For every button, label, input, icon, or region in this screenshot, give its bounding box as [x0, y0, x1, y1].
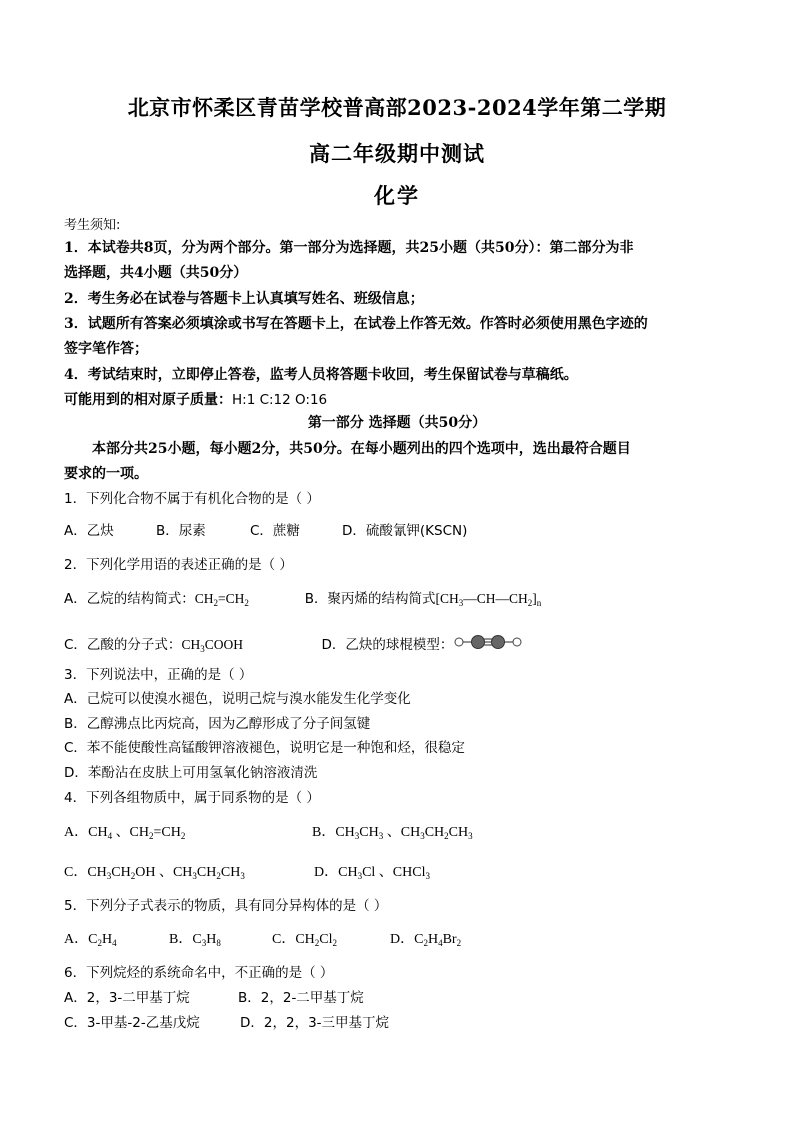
- q2-options-ab: [64, 589, 744, 609]
- q6-option-a: A．2，3-二甲基丁烷: [64, 990, 190, 1006]
- q2-option-b-label: B．聚丙烯的结构简式: [304, 591, 436, 607]
- atomic-mass-values: H:1 C:12 O:16: [232, 392, 328, 408]
- q2-option-a-label: A．乙烷的结构简式：: [64, 591, 195, 607]
- q3-option-a: A．己烷可以使溴水褪色，说明己烷与溴水能发生化学变化: [64, 691, 411, 707]
- q5-option-d: D．$C_2H_4Br_2$: [390, 932, 462, 948]
- q1-option-a: A．乙炔: [64, 523, 114, 539]
- notice-label: 考生须知:: [64, 218, 121, 233]
- exam-name-title: 高二年级期中测试: [309, 141, 485, 166]
- q3-option-b: B．乙醇沸点比丙烷高，因为乙醇形成了分子间氢键: [64, 716, 371, 732]
- q2-option-d-label: D．乙炔的球棍模型：: [321, 637, 454, 653]
- q2-options-cd: [64, 633, 744, 657]
- q3-stem: 3．下列说法中，正确的是（ ）: [64, 667, 253, 683]
- notice-item-1b: 选择题，共4小题（共50分）: [64, 265, 248, 281]
- q1-option-c: C．蔗糖: [250, 523, 300, 539]
- q4-option-c: C．$CH_3CH_2OH$ 、$CH_3CH_2CH_3$: [64, 865, 245, 881]
- q4-option-a: A．$CH_4$ 、$CH_2=CH_2$: [64, 825, 186, 841]
- q4-option-d: D．$CH_3Cl$ 、CHCl$_3$: [314, 865, 430, 881]
- q6-stem: 6．下列烷烃的系统命名中，不正确的是（ ）: [64, 965, 334, 981]
- q6-options-ab: [64, 988, 744, 1008]
- part1-intro-a: 本部分共25小题，每小题2分，共50分。在每小题列出的四个选项中，选出最符合题目: [92, 441, 631, 457]
- q5-option-b: B．$C_3H_8$: [169, 932, 221, 948]
- q6-option-b: B．2，2-二甲基丁烷: [238, 990, 364, 1006]
- atomic-mass-line: [64, 390, 744, 410]
- q5-option-a: A．$C_2H_4$: [64, 932, 117, 948]
- q2-option-a-formula: $CH_2=CH_2$: [194, 591, 249, 608]
- q1-stem: 1．下列化合物不属于有机化合物的是（ ）: [64, 491, 320, 507]
- notice-item-4: 4．考试结束时，立即停止答卷，监考人员将答题卡收回，考生保留试卷与草稿纸。: [64, 367, 578, 383]
- q6-option-c: C．3-甲基-2-乙基戊烷: [64, 1015, 200, 1031]
- notice-item-3b: 签字笔作答；: [64, 341, 148, 357]
- q3-option-d: D．苯酚沾在皮肤上可用氢氧化钠溶液清洗: [64, 765, 318, 781]
- acetylene-ball-stick-model: [453, 633, 523, 657]
- notice-item-3a: 3．试题所有答案必须填涂或书写在答题卡上，在试卷上作答无效。作答时必须使用黑色字迹的: [64, 316, 648, 332]
- q4-options-cd: [64, 862, 744, 883]
- subject-title: 化学: [374, 183, 420, 208]
- ball-stick-model-icon: [453, 633, 523, 651]
- exam-school-title: 北京市怀柔区青苗学校普高部2023-2024学年第二学期: [127, 95, 667, 120]
- q5-option-c: C．$CH_2Cl_2$: [272, 932, 338, 948]
- atomic-mass-label: 可能用到的相对原子质量：: [64, 392, 232, 408]
- q6-option-d: D．2，2，3-三甲基丁烷: [240, 1015, 390, 1031]
- q5-options: [64, 929, 744, 950]
- q2-option-c-formula: $CH_3COOH$: [181, 637, 243, 654]
- q2-option-c-label: C．乙酸的分子式：: [64, 637, 182, 653]
- part1-intro-b: 要求的一项。: [64, 466, 148, 482]
- q1-options: [64, 521, 744, 541]
- q2-stem: 2．下列化学用语的表述正确的是（ ）: [64, 557, 293, 573]
- q1-option-d: D．硫酸氰钾(KSCN): [342, 523, 468, 539]
- q3-option-c: C．苯不能使酸性高锰酸钾溶液褪色，说明它是一种饱和烃，很稳定: [64, 740, 465, 756]
- q6-options-cd: [64, 1013, 744, 1033]
- q4-options-ab: [64, 822, 744, 843]
- q1-option-b: B．尿素: [156, 523, 206, 539]
- part1-heading: 第一部分 选择题（共50分）: [307, 415, 487, 431]
- q5-stem: 5．下列分子式表示的物质，具有同分异构体的是（ ）: [64, 898, 388, 914]
- notice-item-1a: 1．本试卷共8页，分为两个部分。第一部分为选择题，共25小题（共50分）：第二部分为非: [64, 240, 634, 256]
- q4-stem: 4．下列各组物质中，属于同系物的是（ ）: [64, 790, 320, 806]
- notice-item-2: 2．考生务必在试卷与答题卡上认真填写姓名、班级信息；: [64, 291, 424, 307]
- q4-option-b: B．$CH_3CH_3$ 、$CH_3CH_2CH_3$: [312, 825, 473, 841]
- q2-option-b-formula: $[CH_3—CH—CH_2]_n$: [435, 591, 542, 608]
